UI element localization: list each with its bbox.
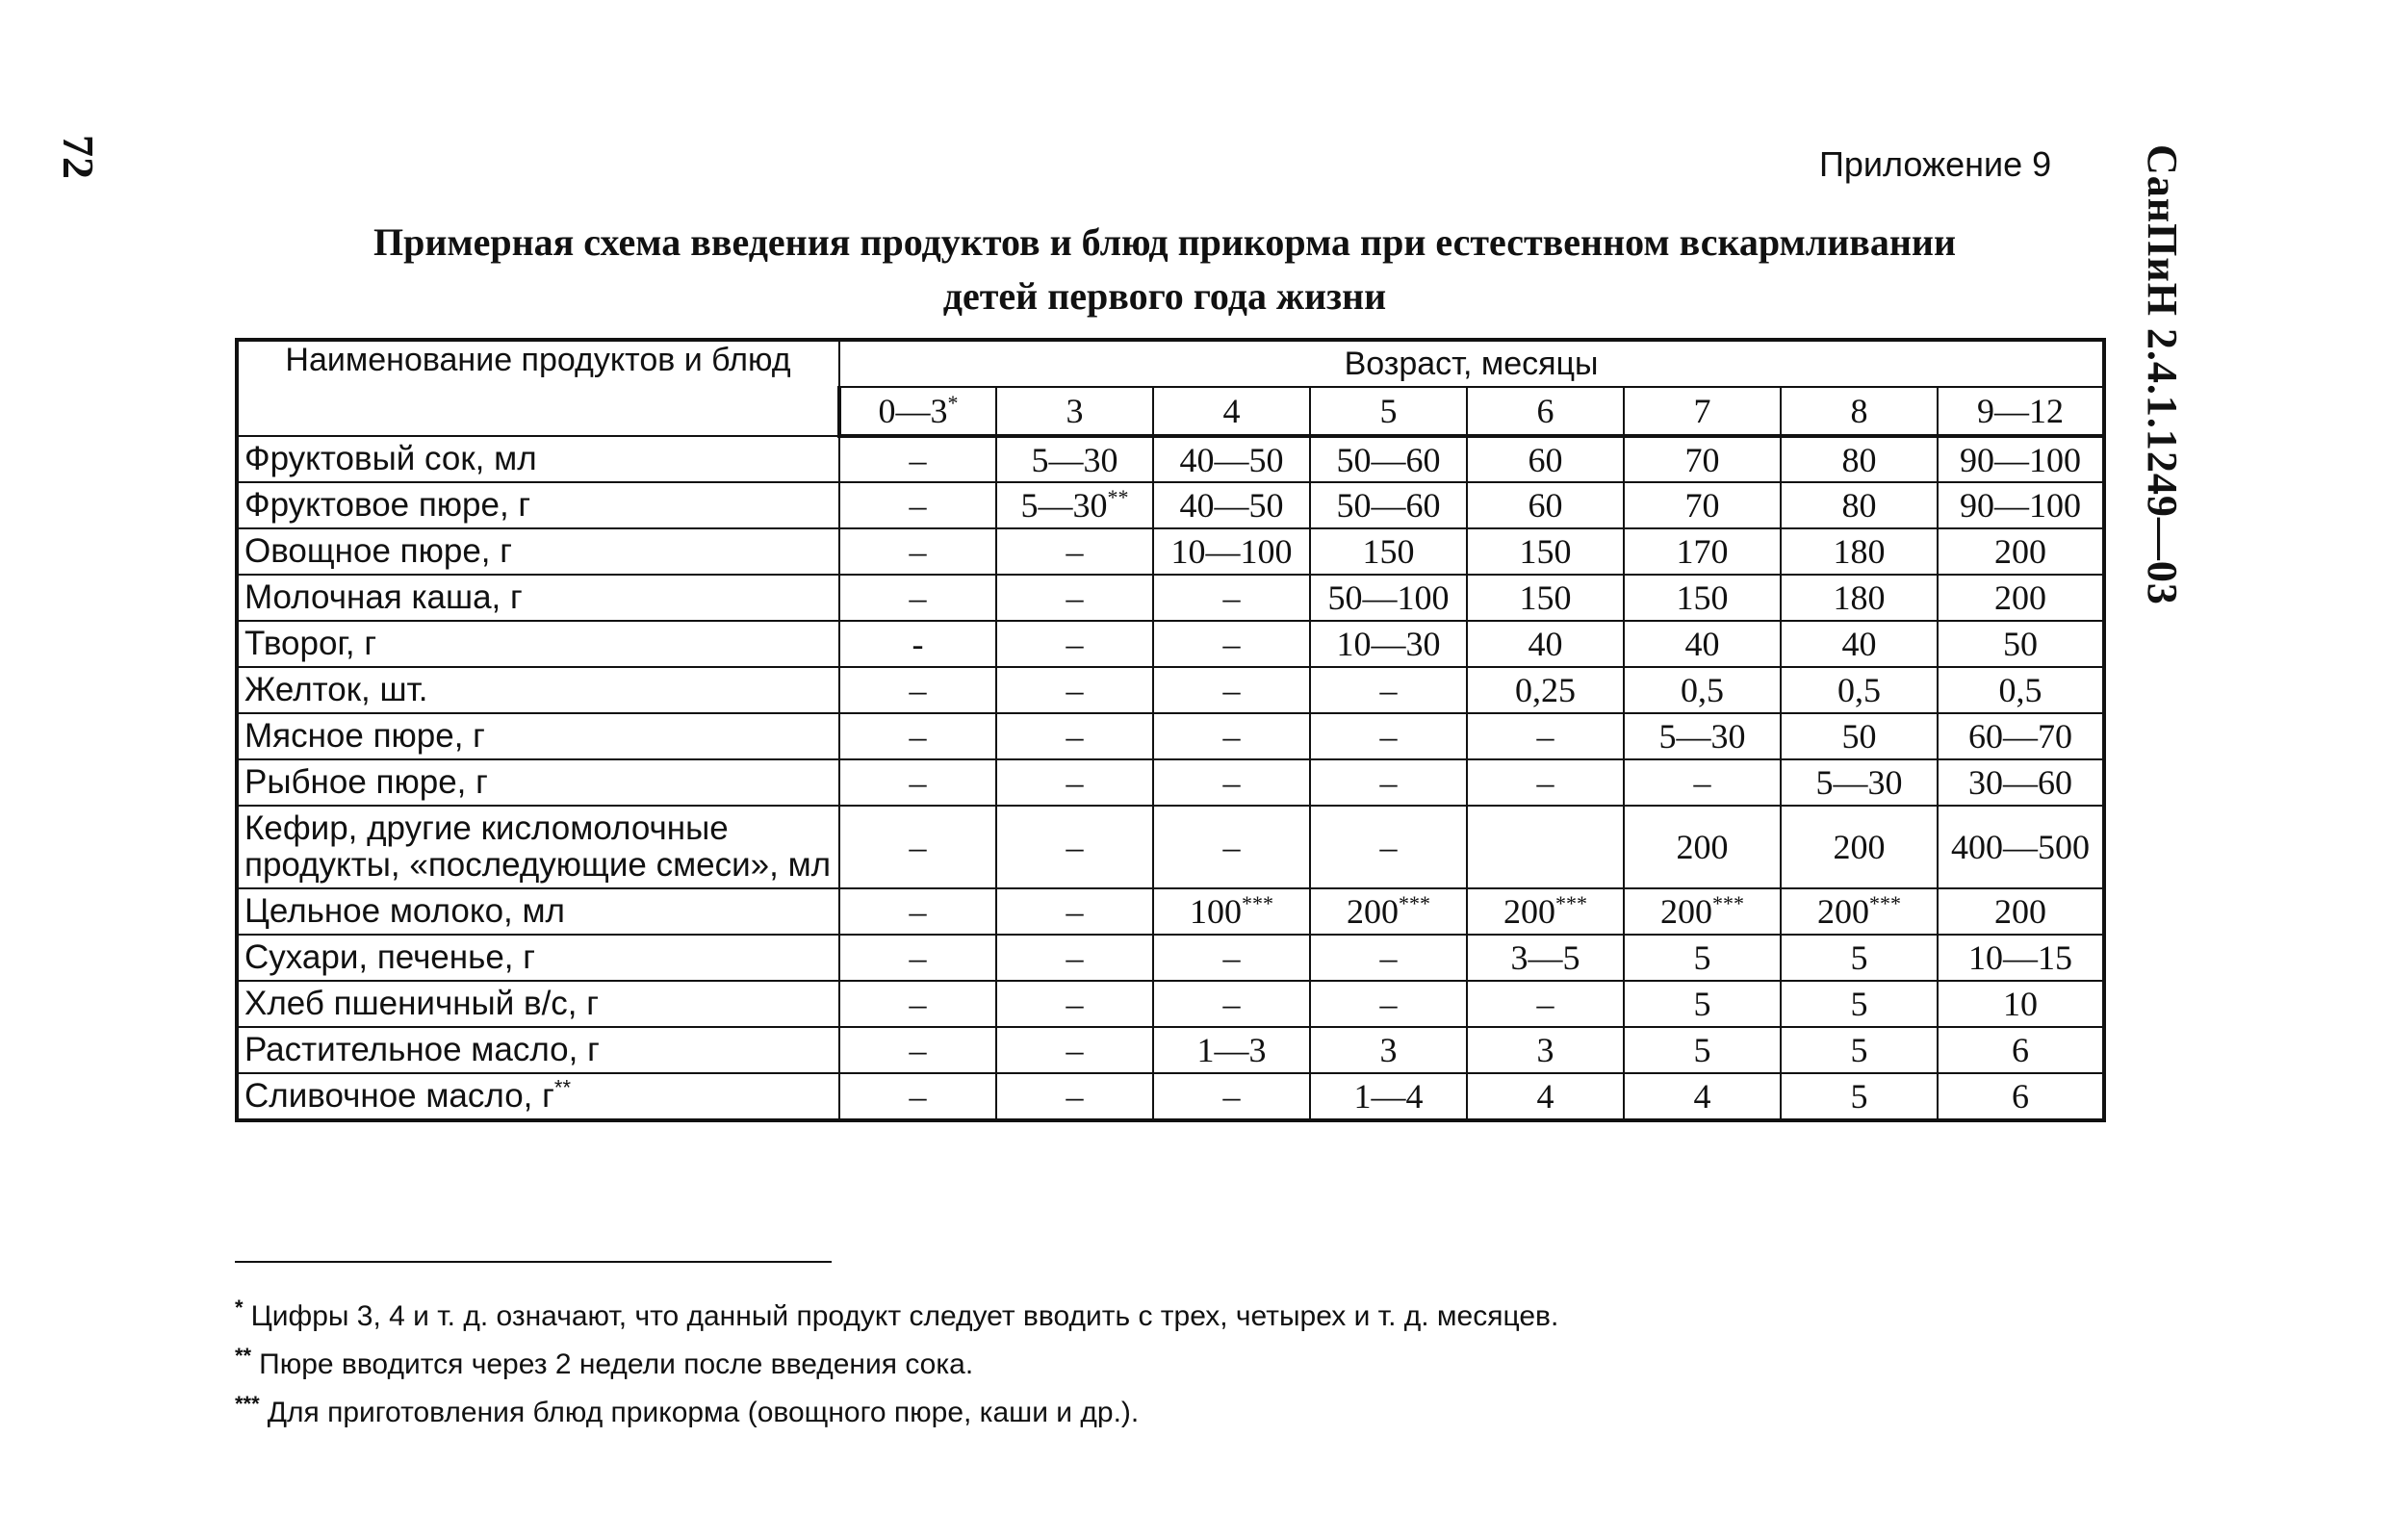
table-cell: 10—15 <box>1938 935 2104 981</box>
table-cell: – <box>1467 713 1624 759</box>
table-cell: 170 <box>1624 528 1781 575</box>
table-cell: 6 <box>1938 1073 2104 1120</box>
table-cell: 40 <box>1781 621 1938 667</box>
table-cell: 6 <box>1938 1027 2104 1073</box>
footnote-mark: *** <box>1242 891 1273 915</box>
table-cell: – <box>996 528 1153 575</box>
table-cell: – <box>839 575 996 621</box>
table-cell: – <box>1153 667 1310 713</box>
table-cell: – <box>996 575 1153 621</box>
title-line-2: детей первого года жизни <box>942 274 1387 318</box>
footnote-divider <box>235 1261 832 1263</box>
table-cell: – <box>1153 575 1310 621</box>
table-cell: 50—60 <box>1310 436 1467 482</box>
table-cell: – <box>996 759 1153 806</box>
header-month-4: 6 <box>1467 387 1624 436</box>
table-cell: – <box>1153 935 1310 981</box>
table-cell: – <box>1310 713 1467 759</box>
table-cell: – <box>1467 981 1624 1027</box>
table-cell: 150 <box>1467 528 1624 575</box>
row-product-name: Мясное пюре, г <box>237 713 839 759</box>
table-cell: 150 <box>1310 528 1467 575</box>
header-month-2: 4 <box>1153 387 1310 436</box>
table-cell: 3—5 <box>1467 935 1624 981</box>
row-product-name: Рыбное пюре, г <box>237 759 839 806</box>
row-product-name: Цельное молоко, мл <box>237 888 839 935</box>
table-cell: 60—70 <box>1938 713 2104 759</box>
footnote-text: Для приготовления блюд прикорма (овощного пюре, каши и др.). <box>267 1397 1140 1428</box>
table-cell: 200*** <box>1467 888 1624 935</box>
table-cell: 40 <box>1467 621 1624 667</box>
table-cell: 50—60 <box>1310 482 1467 528</box>
table-cell: 5 <box>1781 935 1938 981</box>
table-cell: 90—100 <box>1938 436 2104 482</box>
row-product-name: Сливочное масло, г** <box>237 1073 839 1120</box>
table-cell: 150 <box>1467 575 1624 621</box>
page-title <box>221 216 2108 323</box>
table-cell: – <box>839 759 996 806</box>
row-product-name: Желток, шт. <box>237 667 839 713</box>
table-cell: 60 <box>1467 436 1624 482</box>
table-row <box>237 713 2104 759</box>
row-product-name: Овощное пюре, г <box>237 528 839 575</box>
table-cell: – <box>1310 806 1467 888</box>
table-cell: – <box>839 713 996 759</box>
table-cell: – <box>996 1027 1153 1073</box>
table-cell: – <box>996 981 1153 1027</box>
footnote-mark: *** <box>1399 891 1430 915</box>
table-cell: – <box>996 621 1153 667</box>
footnote-mark: ** <box>235 1344 252 1368</box>
footnote-mark: ** <box>553 1075 572 1100</box>
table-cell: – <box>839 436 996 482</box>
table-cell: 10—30 <box>1310 621 1467 667</box>
table-cell: 200 <box>1938 575 2104 621</box>
title-line-1: Примерная схема введения продуктов и блюд прикорма при естественном вскармливании <box>372 220 1957 264</box>
table-cell: – <box>996 935 1153 981</box>
header-month-3: 5 <box>1310 387 1467 436</box>
header-month-5: 7 <box>1624 387 1781 436</box>
table-cell: – <box>996 667 1153 713</box>
table-cell: – <box>1467 759 1624 806</box>
table-cell: 5—30** <box>996 482 1153 528</box>
table-cell: 10 <box>1938 981 2104 1027</box>
table-cell: 200 <box>1781 806 1938 888</box>
table-cell: 0,5 <box>1938 667 2104 713</box>
row-product-name: Творог, г <box>237 621 839 667</box>
table-cell: 50—100 <box>1310 575 1467 621</box>
table-row <box>237 528 2104 575</box>
table-cell: 100*** <box>1153 888 1310 935</box>
table-cell: 90—100 <box>1938 482 2104 528</box>
footnote-mark: *** <box>1555 891 1587 915</box>
table-cell: 180 <box>1781 528 1938 575</box>
row-product-name: Хлеб пшеничный в/с, г <box>237 981 839 1027</box>
table-cell: 150 <box>1624 575 1781 621</box>
table-cell: – <box>1310 981 1467 1027</box>
table-cell: 70 <box>1624 436 1781 482</box>
table-row <box>237 1027 2104 1073</box>
table-cell: 200*** <box>1781 888 1938 935</box>
header-month-0: 0—3* <box>839 387 996 436</box>
table-cell: 200*** <box>1624 888 1781 935</box>
row-product-name: Фруктовый сок, мл <box>237 436 839 482</box>
row-product-name: Растительное масло, г <box>237 1027 839 1073</box>
header-age-months: Возраст, месяцы <box>839 340 2104 387</box>
table-cell: 60 <box>1467 482 1624 528</box>
table-cell: 3 <box>1310 1027 1467 1073</box>
footnote-mark: ** <box>1107 485 1129 509</box>
table-cell: 1—4 <box>1310 1073 1467 1120</box>
footnote-text: Пюре вводится через 2 недели после введения сока. <box>259 1348 974 1380</box>
table-cell: 200 <box>1938 888 2104 935</box>
table-row <box>237 667 2104 713</box>
row-product-name: Сухари, печенье, г <box>237 935 839 981</box>
table-row <box>237 436 2104 482</box>
table-row <box>237 575 2104 621</box>
table-row <box>237 621 2104 667</box>
header-month-6: 8 <box>1781 387 1938 436</box>
header-month-7: 9—12 <box>1938 387 2104 436</box>
table-cell: 0,25 <box>1467 667 1624 713</box>
table-cell: 200 <box>1624 806 1781 888</box>
table-cell: – <box>839 667 996 713</box>
table-cell: – <box>839 528 996 575</box>
table-cell: – <box>996 1073 1153 1120</box>
table-row <box>237 935 2104 981</box>
table-row <box>237 1073 2104 1120</box>
table-cell: – <box>839 482 996 528</box>
table-cell: 5 <box>1624 981 1781 1027</box>
table-cell: 50 <box>1781 713 1938 759</box>
table-cell: 40—50 <box>1153 482 1310 528</box>
table-cell: 5 <box>1624 1027 1781 1073</box>
table-cell: 4 <box>1624 1073 1781 1120</box>
table-cell: – <box>1310 759 1467 806</box>
table-cell: – <box>996 806 1153 888</box>
table-cell: – <box>1153 713 1310 759</box>
table-cell: 200*** <box>1310 888 1467 935</box>
footnote-3 <box>235 1392 1139 1429</box>
table-cell: – <box>1310 667 1467 713</box>
table-cell: 5 <box>1781 1027 1938 1073</box>
table-row <box>237 759 2104 806</box>
table-cell: 5—30 <box>1781 759 1938 806</box>
table-cell: 180 <box>1781 575 1938 621</box>
footnote-2 <box>235 1344 973 1381</box>
table-cell: – <box>996 713 1153 759</box>
table-cell: 80 <box>1781 436 1938 482</box>
row-product-name: Кефир, другие кисломолочные продукты, «последующие смеси», мл <box>237 806 839 888</box>
row-product-name: Молочная каша, г <box>237 575 839 621</box>
table-row <box>237 806 2104 888</box>
table-cell: – <box>1153 759 1310 806</box>
feeding-schedule-table <box>235 338 2106 1122</box>
table-cell: 30—60 <box>1938 759 2104 806</box>
footnote-mark: * <box>235 1296 244 1320</box>
table-cell: – <box>1153 806 1310 888</box>
table-cell: 10—100 <box>1153 528 1310 575</box>
table-cell: – <box>1624 759 1781 806</box>
table-cell: – <box>1310 935 1467 981</box>
table-cell: 40—50 <box>1153 436 1310 482</box>
table-cell <box>1467 806 1624 888</box>
appendix-label: Приложение 9 <box>1819 144 2052 184</box>
table-cell: – <box>839 888 996 935</box>
table-cell: – <box>996 888 1153 935</box>
table-cell: 3 <box>1467 1027 1624 1073</box>
running-header: СанПиН 2.4.1.1249—03 <box>2139 144 2186 605</box>
table-cell: – <box>839 935 996 981</box>
table-cell: 0,5 <box>1781 667 1938 713</box>
footnote-1 <box>235 1296 1558 1333</box>
table-cell: 5 <box>1624 935 1781 981</box>
footnote-mark: * <box>947 391 959 415</box>
table-row <box>237 482 2104 528</box>
table-cell: 5—30 <box>996 436 1153 482</box>
table-cell: 0,5 <box>1624 667 1781 713</box>
table-cell: - <box>839 621 996 667</box>
header-month-1: 3 <box>996 387 1153 436</box>
footnote-mark: *** <box>1869 891 1901 915</box>
table-cell: – <box>1153 981 1310 1027</box>
table-cell: 400—500 <box>1938 806 2104 888</box>
table-cell: – <box>839 981 996 1027</box>
table-cell: – <box>839 1073 996 1120</box>
footnote-text: Цифры 3, 4 и т. д. означают, что данный продукт следует вводить с трех, четырех и т. д. месяцев. <box>250 1300 1559 1332</box>
table-cell: – <box>1153 621 1310 667</box>
table-row <box>237 981 2104 1027</box>
table-cell: 200 <box>1938 528 2104 575</box>
table-cell: – <box>1153 1073 1310 1120</box>
footnote-mark: *** <box>1712 891 1744 915</box>
table-cell: 80 <box>1781 482 1938 528</box>
table-cell: 4 <box>1467 1073 1624 1120</box>
table-cell: 5—30 <box>1624 713 1781 759</box>
table-cell: 50 <box>1938 621 2104 667</box>
footnote-mark: *** <box>235 1392 260 1416</box>
page-number: 72 <box>54 135 103 179</box>
table-cell: 70 <box>1624 482 1781 528</box>
row-product-name: Фруктовое пюре, г <box>237 482 839 528</box>
table-cell: 1—3 <box>1153 1027 1310 1073</box>
table-cell: 5 <box>1781 981 1938 1027</box>
table-row <box>237 888 2104 935</box>
table-cell: – <box>839 806 996 888</box>
table-cell: 5 <box>1781 1073 1938 1120</box>
header-product-name: Наименование продуктов и блюд <box>237 340 839 436</box>
table-cell: – <box>839 1027 996 1073</box>
table-cell: 40 <box>1624 621 1781 667</box>
